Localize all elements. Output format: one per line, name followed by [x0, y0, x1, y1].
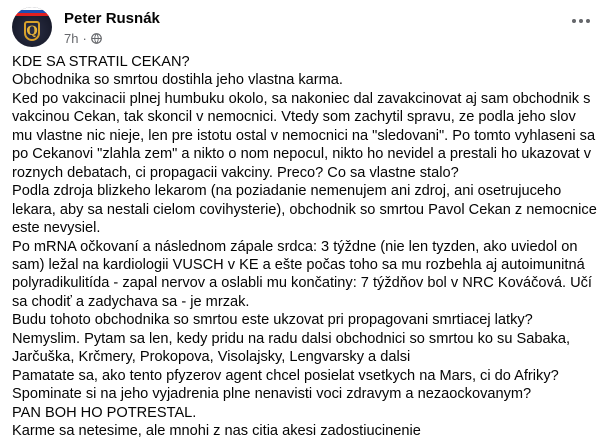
- avatar[interactable]: [12, 7, 52, 47]
- post-paragraph: Podla zdroja blizkeho lekarom (na poziadanie nemenujem ani zdroj, ani osetrujuceho lekara, aby sa nestali cielom covihysterie), obchodnik so smrtou Pavol Cekan z nemocnice este nevysiel.: [12, 183, 597, 237]
- post-paragraph: Spominate si na jeho vyjadrenia plne nenavisti voci zdravym a nezaockovanym?: [12, 386, 532, 403]
- crest-icon: Q: [24, 21, 40, 41]
- author-name[interactable]: Peter Rusnák: [64, 10, 160, 27]
- post-paragraph: Pamatate sa, ako tento pfyzerov agent chcel posielat vsetkych na Mars, ci do Afriky?: [12, 367, 559, 384]
- dot-icon: [572, 19, 576, 23]
- dot-icon: [586, 19, 590, 23]
- slovak-flag-icon: [12, 7, 52, 16]
- post-paragraph: PAN BOH HO POTRESTAL.: [12, 404, 197, 421]
- post-paragraph: Budu tohoto obchodnika so smrtou este ukzovat pri propagovani smrtiacej latky?: [12, 312, 533, 329]
- post-paragraph: Nemyslim. Pytam sa len, kedy pridu na radu dalsi obchodnici so smrtou ko su Sabaka, Jarčuška, Krčmery, Prokopova, Visolajsky, Lengvarsky a dalsi: [12, 330, 571, 366]
- post-header: [12, 7, 595, 47]
- post-paragraph: Karme sa netesime, ale mnohi z nas citia akesi zadostiucinenie: [12, 423, 421, 440]
- post-paragraph: Po mRNA očkovaní a následnom zápale srdca: 3 týždne (nie len tyzden, ako uviedol on sam) ležal na kardiologii VUSCH v KE a ešte počas toho sa mu rozbehla aj autoimunitná polyradikulitída - zapal nervov a oslabli mu končatiny: 7 týždňov bol v NRC Kováčová. Učí sa chodiť a zadychava sa - je mrzak.: [12, 238, 592, 310]
- globe-icon[interactable]: [91, 33, 102, 44]
- meta-separator: ·: [82, 31, 87, 46]
- post-body: [12, 53, 597, 441]
- post-paragraph: Ked po vakcinacii plnej humbuku okolo, sa nakoniec dal zavakcinovat aj sam obchodnik s vakcinou Cekan, tak skoncil v nemocnici. Vtedy som zachytil spravu, ze podla jeho slov mu vlastne nic nieje, len pre istotu ostal v nemocnici na "sledovani". Po tomto vyhlaseni sa po Cekanovi "zlahla zem" a nikto o nom nepocul, nikto ho nevidel a prestali ho ukazovat v roznych debatach, ci propagacii vakciny. Preco? Co sa vlastne stalo?: [12, 90, 596, 181]
- post-meta: [64, 31, 102, 46]
- more-options-button[interactable]: [567, 11, 595, 31]
- dot-icon: [579, 19, 583, 23]
- post-paragraph: Obchodnika so smrtou dostihla jeho vlastna karma.: [12, 72, 343, 89]
- post-time[interactable]: 7h: [64, 31, 79, 46]
- post-paragraph: KDE SA STRATIL CEKAN?: [12, 54, 190, 70]
